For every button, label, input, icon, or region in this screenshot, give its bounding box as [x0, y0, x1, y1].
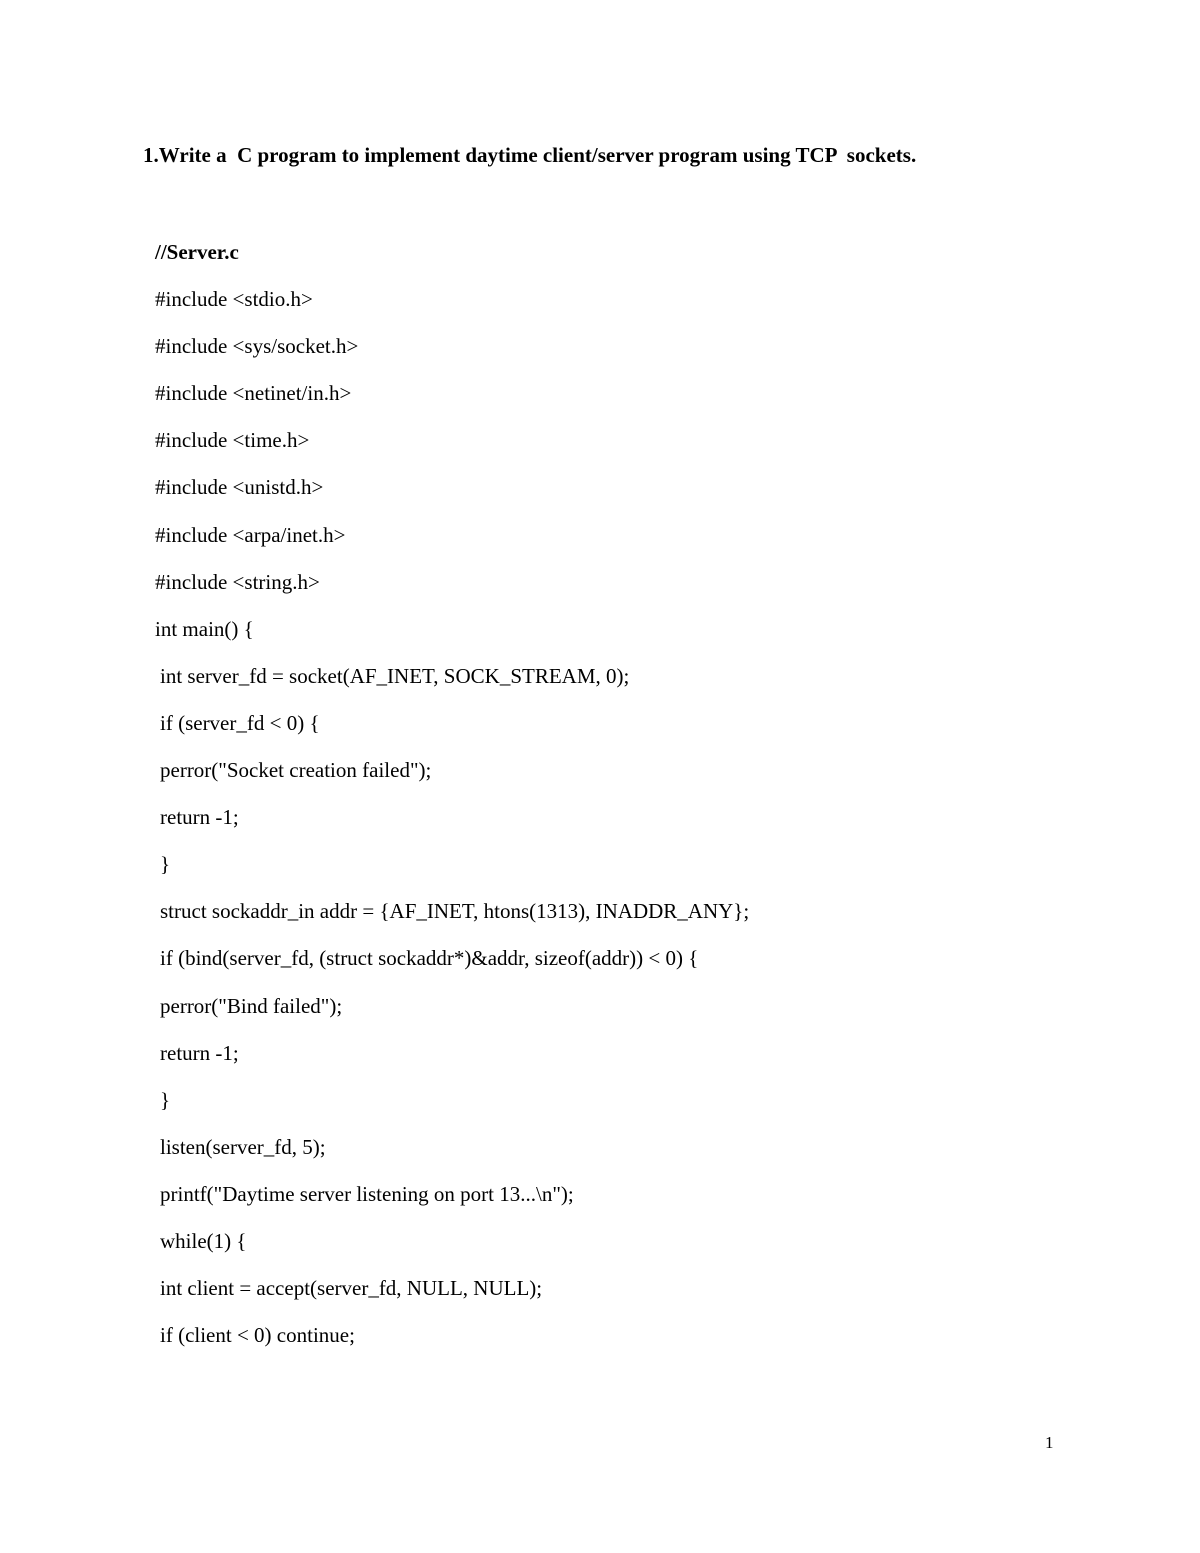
code-listing: [155, 237, 749, 1367]
code-line: perror("Socket creation failed");: [160, 758, 432, 783]
code-line: #include <stdio.h>: [155, 287, 313, 312]
code-line: return -1;: [160, 805, 239, 830]
code-line: printf("Daytime server listening on port 13...\n");: [160, 1181, 574, 1206]
code-line: #include <sys/socket.h>: [155, 334, 359, 359]
code-line-file-comment: //Server.c: [155, 240, 239, 264]
code-line: #include <arpa/inet.h>: [155, 522, 346, 547]
code-line: perror("Bind failed");: [160, 993, 343, 1018]
code-line: return -1;: [160, 1040, 239, 1065]
question-heading: 1.Write a C program to implement daytime client/server program using TCP sockets.: [143, 143, 917, 167]
code-line: #include <time.h>: [155, 428, 310, 453]
code-line: int client = accept(server_fd, NULL, NULL);: [160, 1276, 543, 1301]
code-line: }: [160, 852, 171, 877]
page-number: 1: [1045, 1433, 1054, 1452]
code-line: while(1) {: [160, 1228, 247, 1253]
code-line: #include <netinet/in.h>: [155, 381, 352, 406]
code-line: if (server_fd < 0) {: [160, 710, 320, 735]
code-line: if (client < 0) continue;: [160, 1323, 355, 1348]
code-line: if (bind(server_fd, (struct sockaddr*)&addr, sizeof(addr)) < 0) {: [160, 946, 699, 971]
code-line: int main() {: [155, 616, 254, 641]
code-line: struct sockaddr_in addr = {AF_INET, htons(1313), INADDR_ANY};: [160, 899, 750, 924]
code-line: int server_fd = socket(AF_INET, SOCK_STREAM, 0);: [160, 663, 630, 688]
code-line: #include <string.h>: [155, 569, 320, 594]
code-line: #include <unistd.h>: [155, 475, 324, 500]
code-line: listen(server_fd, 5);: [160, 1134, 326, 1159]
code-line: }: [160, 1087, 171, 1112]
